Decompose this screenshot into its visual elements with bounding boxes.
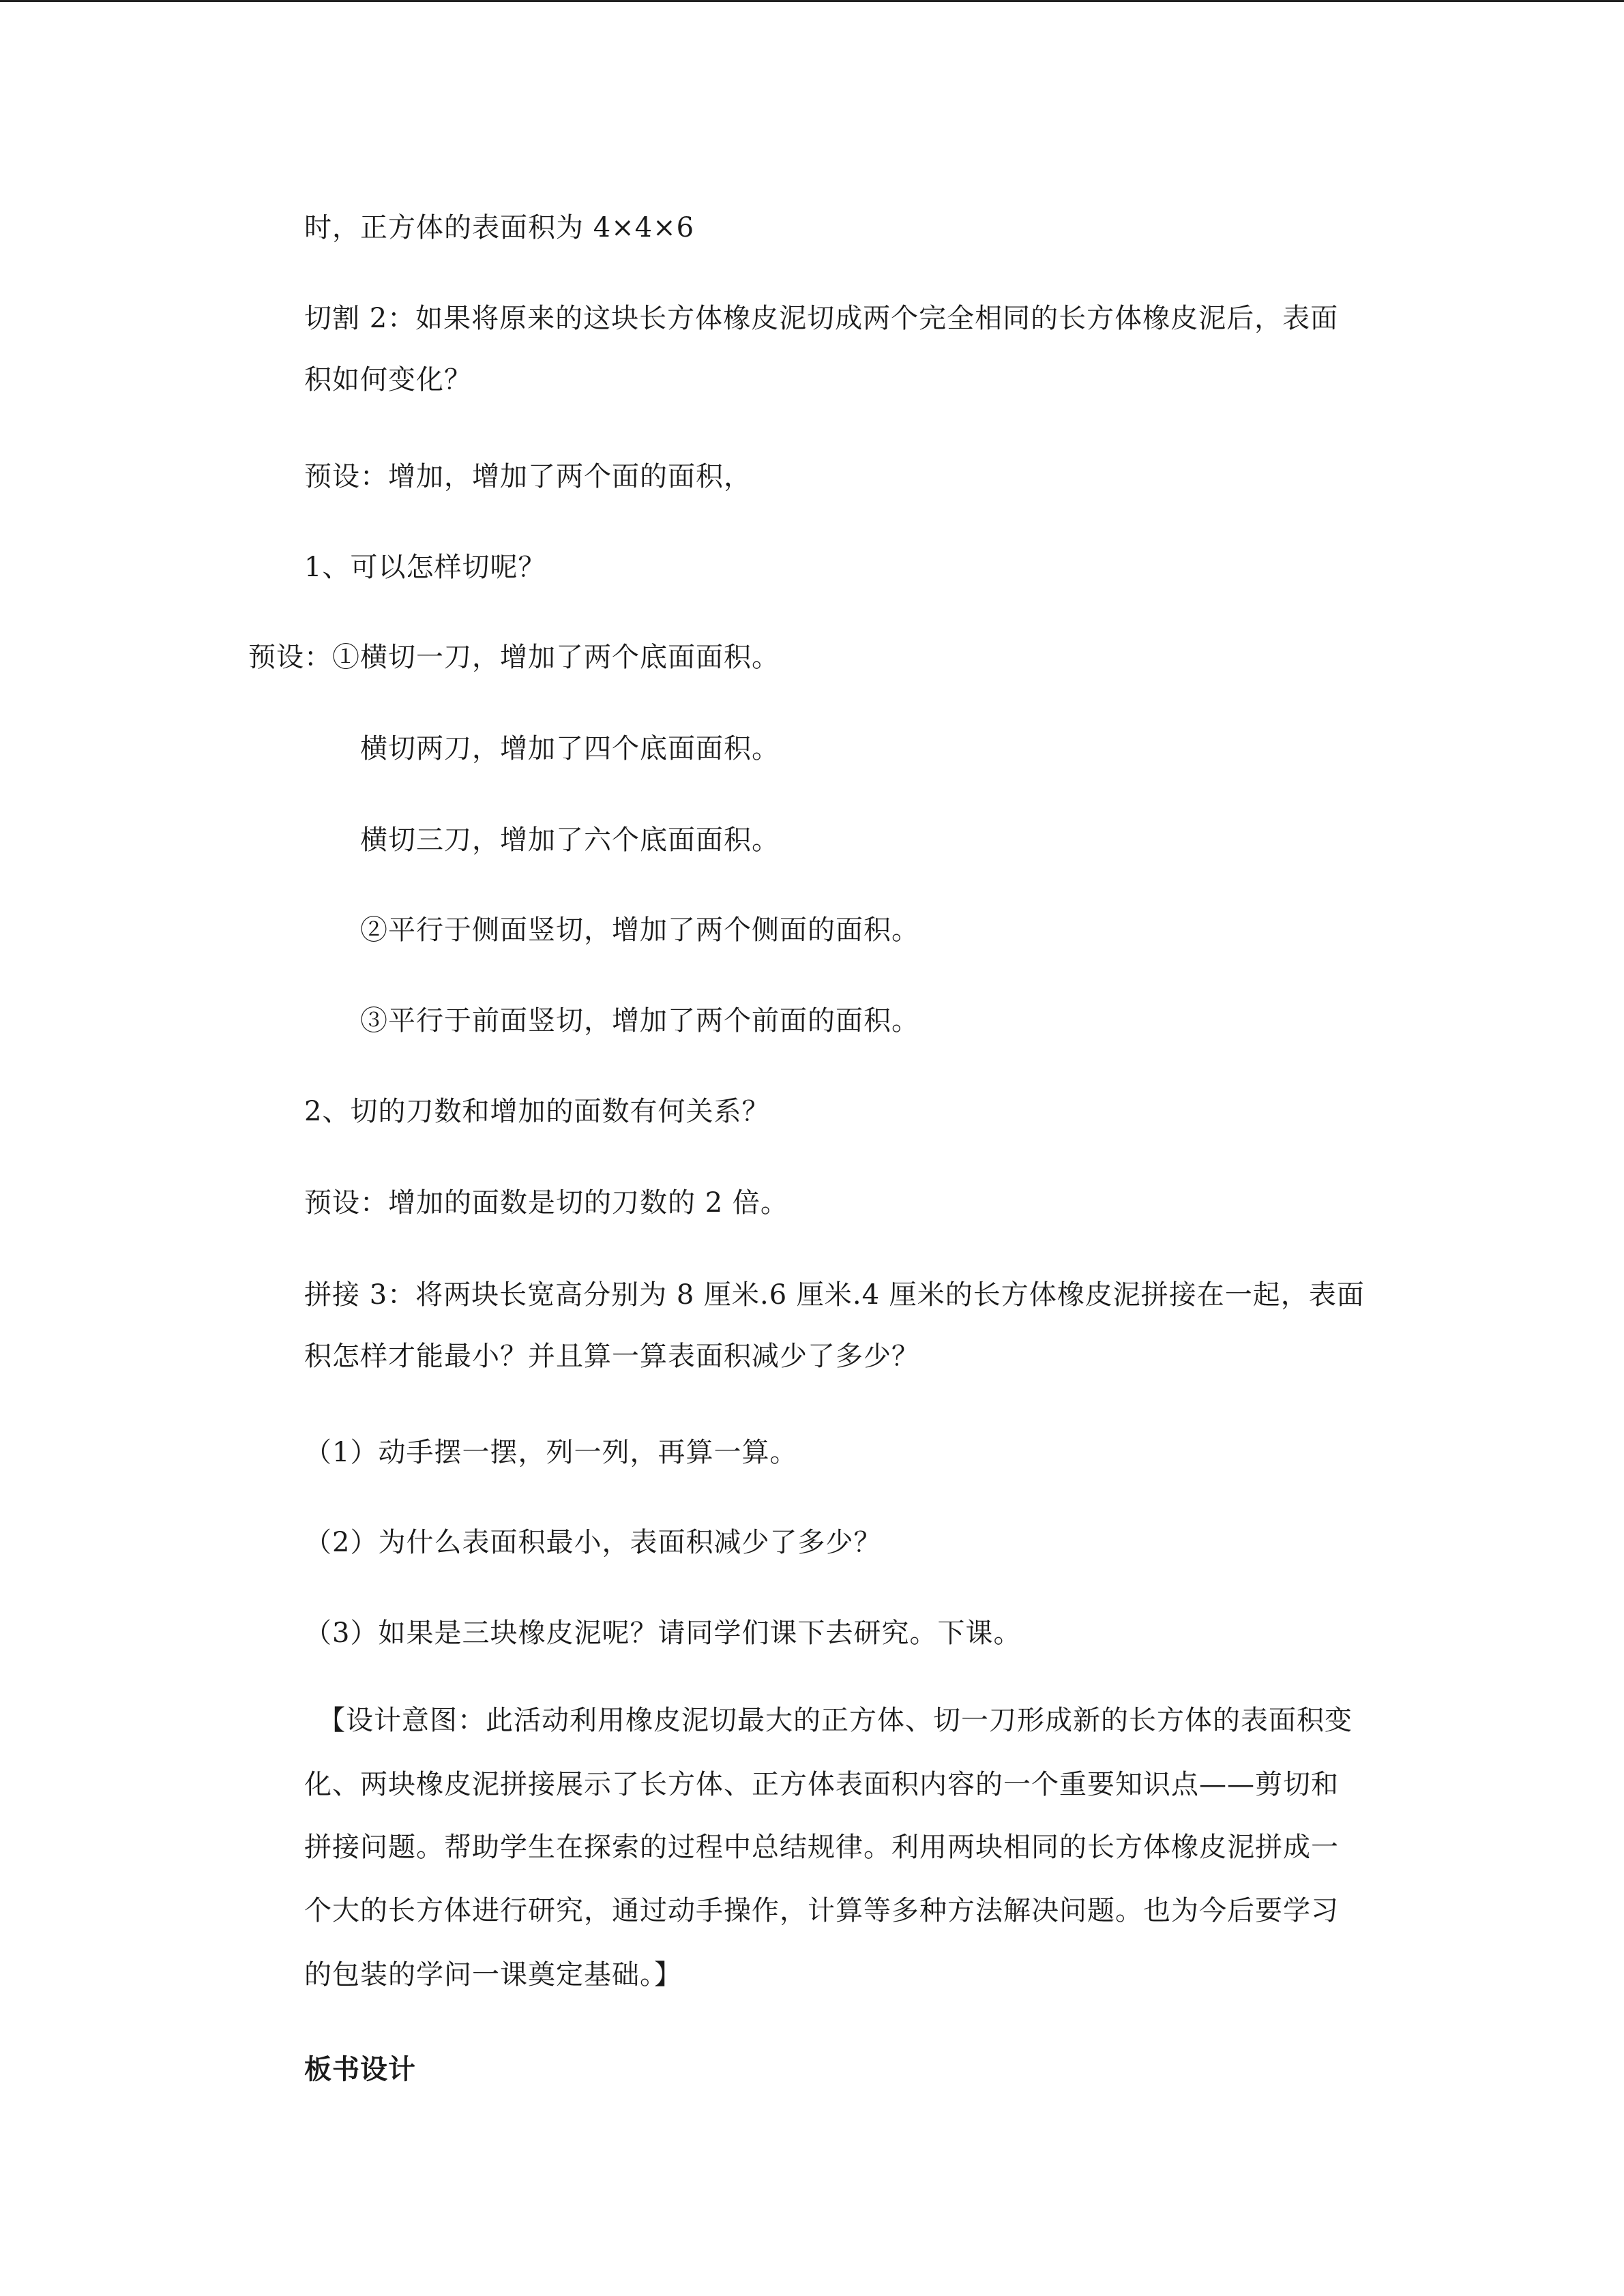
page-top-border bbox=[0, 0, 1624, 2]
text-line: 化、两块橡皮泥拼接展示了长方体、正方体表面积内容的一个重要知识点——剪切和 bbox=[304, 1769, 1339, 1800]
text-line: （2）为什么表面积最小，表面积减少了多少？ bbox=[304, 1527, 882, 1558]
text-line: 预设：①横切一刀，增加了两个底面面积。 bbox=[248, 642, 780, 673]
text-line: （3）如果是三块橡皮泥呢？请同学们课下去研究。下课。 bbox=[304, 1617, 1022, 1649]
text-line: （1）动手摆一摆，列一列，再算一算。 bbox=[304, 1437, 798, 1468]
text-line: 【设计意图：此活动利用橡皮泥切最大的正方体、切一刀形成新的长方体的表面积变 bbox=[318, 1705, 1353, 1736]
text-line: 横切两刀，增加了四个底面面积。 bbox=[360, 733, 780, 764]
text-line: 拼接 3：将两块长宽高分别为 8 厘米.6 厘米.4 厘米的长方体橡皮泥拼接在一起，表面 bbox=[304, 1279, 1365, 1311]
text-line: 积怎样才能最小？并且算一算表面积减少了多少？ bbox=[304, 1341, 919, 1372]
text-line: 预设：增加，增加了两个面的面积， bbox=[304, 461, 752, 492]
text-line: 切割 2：如果将原来的这块长方体橡皮泥切成两个完全相同的长方体橡皮泥后，表面 bbox=[304, 303, 1339, 334]
text-line: 预设：增加的面数是切的刀数的 2 倍。 bbox=[304, 1187, 788, 1219]
text-line: 拼接问题。帮助学生在探索的过程中总结规律。利用两块相同的长方体橡皮泥拼成一 bbox=[304, 1832, 1339, 1863]
text-line: 积如何变化？ bbox=[304, 364, 472, 396]
text-line: ③平行于前面竖切，增加了两个前面的面积。 bbox=[360, 1005, 919, 1037]
text-line: 1、可以怎样切呢？ bbox=[304, 552, 546, 583]
text-line: ②平行于侧面竖切，增加了两个侧面的面积。 bbox=[360, 914, 919, 946]
text-line: 的包装的学问一课奠定基础。】 bbox=[304, 1959, 682, 1991]
text-line: 个大的长方体进行研究，通过动手操作，计算等多种方法解决问题。也为今后要学习 bbox=[304, 1895, 1339, 1926]
section-heading: 板书设计 bbox=[304, 2053, 416, 2085]
text-line: 时，正方体的表面积为 4×4×6 bbox=[304, 212, 695, 243]
text-line: 横切三刀，增加了六个底面面积。 bbox=[360, 824, 780, 856]
text-line: 2、切的刀数和增加的面数有何关系？ bbox=[304, 1096, 770, 1127]
